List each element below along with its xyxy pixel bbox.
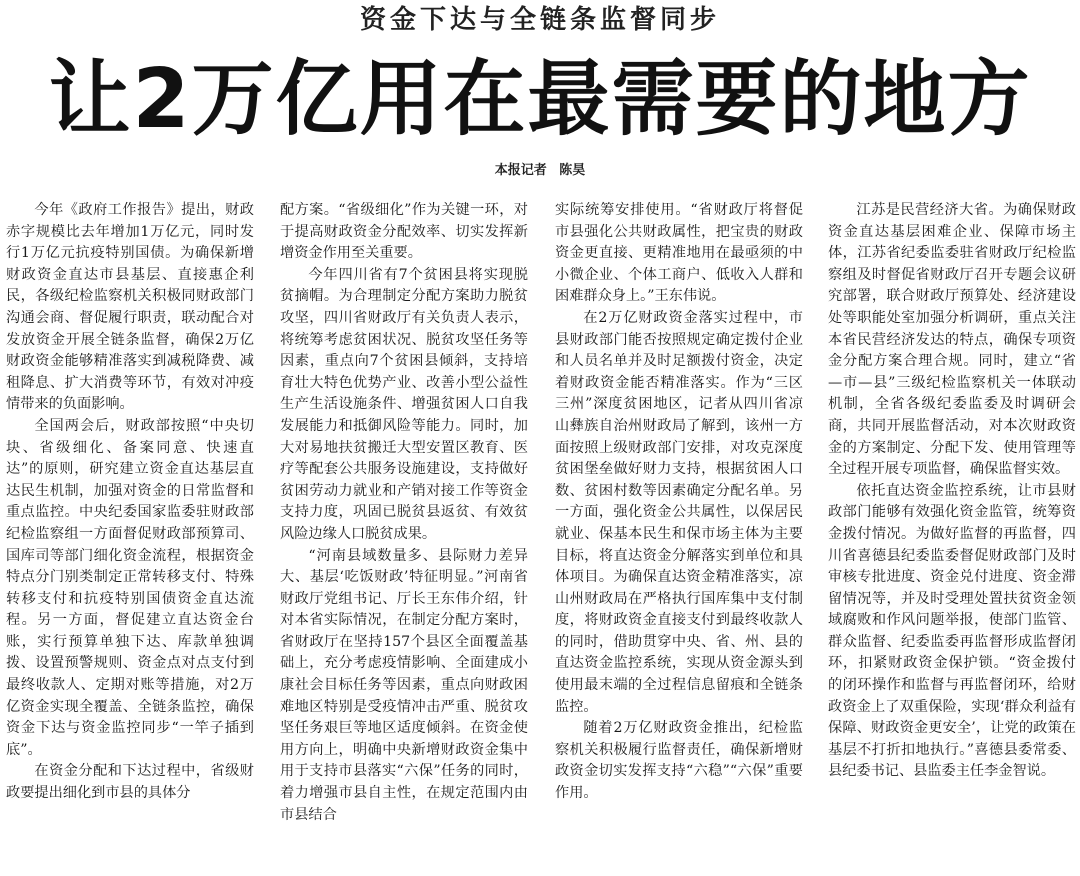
article-body — [6, 200, 1076, 872]
kicker-subtitle: 资金下达与全链条监督同步 — [359, 5, 720, 35]
article-headline: 让2万亿用在最需要的地方 — [48, 52, 1032, 147]
column-4 — [828, 200, 1076, 872]
byline-role: 本报记者 — [494, 163, 547, 178]
paragraph: “河南县域数量多、县际财力差异大、基层‘吃饭财政’特征明显。”河南省财政厅党组书记、厅长王东伟介绍，针对本省实际情况，在制定分配方案时，省财政厅在坚持157个县区全面覆盖基础上，充分考虑疫情影响、全面建成小康社会目标任务等因素，重点向财政困难地区特别是受疫情冲击严重、脱贫攻坚任务艰巨等地区适度倾斜。在资金使用方向上，明确中央新增财政资金集中用于支持市县落实“六保”任务的同时，着力增强市县自主性，在规定范围内由市县结合 — [280, 547, 528, 823]
byline — [0, 160, 1080, 182]
paragraph: 今年《政府工作报告》提出，财政赤字规模比去年增加1万亿元，同时发行1万亿元抗疫特别国债。为确保新增财政资金直达市县基层、直接惠企利民，各级纪检监察机关积极同财政部门沟通会商、督促履行职责，联动配合对发放资金开展全链条监督，确保2万亿财政资金能够精准落实到减税降费、减租降息、扩大消费等环节，有效对冲疫情带来的负面影响。 — [6, 202, 254, 413]
paragraph: 今年四川省有7个贫困县将实现脱贫摘帽。为合理制定分配方案助力脱贫攻坚，四川省财政厅有关负责人表示，将统筹考虑贫困状况、脱贫攻坚任务等因素，重点向7个贫困县倾斜，支持培育壮大特色优势产业、改善小型公益性生产生活设施条件、增强贫困人口自我发展能力和抵御风险等能力。同时，加大对易地扶贫搬迁大型安置区教育、医疗等配套公共服务设施建设，支持做好贫困劳动力就业和产销对接工作等资金支持力度，巩固已脱贫县返贫、有效贫风险边缘人口脱贫成果。 — [280, 266, 528, 542]
column-1 — [6, 200, 254, 872]
paragraph-continued: 配方案。“省级细化”作为关键一环，对于提高财政资金分配效率、切实发挥新增资金作用至关重要。 — [280, 202, 528, 262]
paragraph: 随着2万亿财政资金推出，纪检监察机关积极履行监督责任，确保新增财政资金切实发挥支持“六稳”“六保”重要作用。 — [555, 720, 803, 802]
paragraph: 江苏是民营经济大省。为确保财政资金直达基层困难企业、保障市场主体，江苏省纪委监委驻省财政厅纪检监察组及时督促省财政厅召开专题会议研究部署，联合财政厅预算处、经济建设处等职能处室加强分析调研，重点关注本省民营经济发达的特点，确保专项资金分配方案合理合规。同时，建立“省—市—县”三级纪检监察机关一体联动机制，全省各级纪委监委及时调研会商，共同开展监督活动，对本次财政资金的方案制定、分配下发、使用管理等全过程开展专项监督，确保监督实效。 — [828, 202, 1076, 478]
paragraph: 依托直达资金监控系统，让市县财政部门能够有效强化资金监管，统筹资金拨付情况。为做好监督的再监督，四川省喜德县纪委监委督促财政部门及时审核专批进度、资金兑付进度、资金滞留情况等，并及时受理处置扶贫资金领域腐败和作风问题举报，使部门监管、群众监督、纪委监委再监督形成监督闭环，扣紧财政资金保护锁。“资金拨付的闭环操作和监督与再监督闭环，给财政资金上了双重保险，实现‘群众利益有保障、财政资金更安全’，让党的政策在基层不打折扣地执行。”喜德县委常委、县纪委书记、县监委主任李金智说。 — [828, 482, 1076, 780]
paragraph: 全国两会后，财政部按照“中央切块、省级细化、备案同意、快速直达”的原则，研究建立资金直达基层直达民生机制，加强对资金的日常监督和重点监控。中央纪委国家监委驻财政部纪检监察组一方面督促财政部预算司、国库司等部门细化资金流程，根据资金特点分门别类制定正常转移支付、特殊转移支付和抗疫特别国债资金直达流程。另一方面，督促建立直达资金台账，实行预算单独下达、库款单独调拨、设置预警规则、资金点对点支付到最终收款人、定期对账等措施，对2万亿资金实现全覆盖、全链条监控，确保资金下达与资金监控同步“一竿子插到底”。 — [6, 417, 254, 758]
paragraph: 在资金分配和下达过程中，省级财政要提出细化到市县的具体分 — [6, 763, 254, 802]
column-2 — [280, 200, 528, 872]
paragraph-continued: 实际统筹安排使用。“省财政厅将督促市县强化公共财政属性，把宝贵的财政资金更直接、更精准地用在最亟须的中小微企业、个体工商户、低收入人群和困难群众身上。”王东伟说。 — [555, 202, 803, 305]
column-3 — [555, 200, 803, 872]
byline-name: 陈昊 — [559, 163, 586, 178]
paragraph: 在2万亿财政资金落实过程中，市县财政部门能否按照规定确定拨付企业和人员名单并及时足额拨付资金，决定着财政资金能否精准落实。作为“三区三州”深度贫困地区，记者从四川省凉山彝族自治州财政局了解到，该州一方面按照上级财政部门安排，对攻克深度贫困堡垒做好财力支持，根据贫困人口数、贫困村数等因素确定分配名单。另一方面，强化资金公共属性，以保居民就业、保基本民生和保市场主体为主要目标，将直达资金分解落实到单位和具体项目。为确保直达资金精准落实，凉山州财政局在严格执行国库集中支付制度，将财政资金直接支付到最终收款人的同时，借助贯穿中央、省、州、县的直达资金监控系统，实现从资金源头到使用最末端的全过程信息留痕和全链条监控。 — [555, 309, 803, 715]
